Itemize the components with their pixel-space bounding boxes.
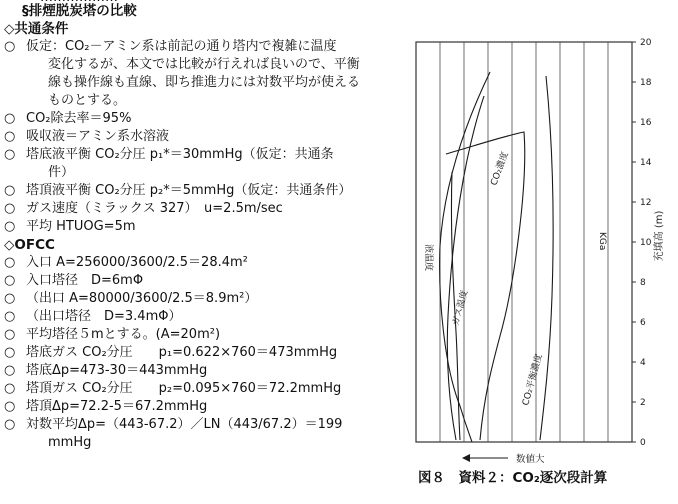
- ofcc-item: [4, 416, 342, 434]
- common-item-text: 塔頂液平衡 CO₂分圧 p₂*＝5mmHg（仮定：共通条件）: [26, 183, 352, 198]
- bullet-circle: ○: [4, 363, 16, 378]
- ofcc-item: [4, 362, 207, 380]
- ofcc-item: [4, 380, 341, 398]
- ofcc-heading: ◇OFCC: [4, 237, 55, 253]
- common-item: [4, 110, 131, 128]
- bullet-circle: ○: [4, 327, 16, 342]
- bullet-circle: ○: [4, 399, 16, 414]
- figure-bottom-arrow: [462, 453, 545, 465]
- ofcc-item-continuation: mmHg: [48, 435, 92, 450]
- common-item: [4, 38, 337, 56]
- axis-tick-label: 12: [640, 198, 652, 208]
- ofcc-item: [4, 344, 337, 362]
- ofcc-item-text: 塔底Δp=473-30＝443mmHg: [26, 363, 208, 378]
- common-item: [4, 128, 169, 146]
- ofcc-item: [4, 290, 257, 308]
- bullet-circle: ○: [4, 255, 16, 270]
- common-item-continuation: 変化するが、本文では比較が行えれば良いので、平衡: [48, 57, 360, 72]
- common-item: [4, 146, 334, 164]
- ofcc-item: [4, 308, 181, 326]
- label-liquid-temp: 液温度: [423, 244, 433, 272]
- common-item-text: 吸収液＝アミン系水溶液: [26, 129, 170, 144]
- bullet-circle: ○: [4, 129, 16, 144]
- curve-kga: [540, 76, 553, 440]
- axis-tick-label: 0: [640, 438, 646, 448]
- bullet-circle: ○: [4, 345, 16, 360]
- common-item-text: 塔底液平衡 CO₂分圧 p₁*＝30mmHg（仮定：共通条: [26, 147, 334, 162]
- ofcc-item-text: 塔頂ガス CO₂分圧 p₂=0.095×760＝72.2mmHg: [26, 381, 342, 396]
- right-axis-label: 充填高 (m): [654, 210, 665, 262]
- ofcc-item-text: 塔底ガス CO₂分圧 p₁=0.622×760＝473mmHg: [26, 345, 338, 360]
- axis-tick-label: 16: [640, 118, 652, 128]
- bullet-circle: ○: [4, 381, 16, 396]
- bullet-circle: ○: [4, 183, 16, 198]
- common-item-continuation: 線も操作線も直線、即ち推進力には対数平均が使える: [48, 75, 361, 90]
- bullet-circle: ○: [4, 219, 16, 234]
- label-gas-temp: ガス温度: [451, 289, 471, 327]
- figure-right-axis: [632, 38, 652, 448]
- ofcc-item: [4, 254, 248, 272]
- common-conditions-heading: ◇共通条件: [4, 21, 69, 37]
- axis-tick-label: 10: [640, 238, 652, 248]
- label-kga: KGa: [597, 232, 607, 251]
- common-item-text: ガス速度（ミラックス 327） u=2.5m/sec: [26, 201, 283, 216]
- axis-tick-label: 2: [640, 398, 646, 408]
- axis-tick-label: 6: [640, 318, 646, 328]
- axis-tick-label: 8: [640, 278, 646, 288]
- common-item: [4, 182, 351, 200]
- common-item-text: 仮定：CO₂－アミン系は前記の通り塔内で複雑に温度: [26, 39, 337, 54]
- axis-tick-label: 20: [640, 38, 652, 48]
- ofcc-item-text: 対数平均Δp=（443-67.2）／LN（443/67.2）＝199: [26, 417, 343, 432]
- ofcc-item-text: 入口 A=256000/3600/2.5＝28.4m²: [26, 255, 248, 270]
- bullet-circle: ○: [4, 147, 16, 162]
- bullet-circle: ○: [4, 417, 16, 432]
- ofcc-item-text: （出口塔径 D=3.4mΦ）: [26, 309, 182, 324]
- bullet-circle: ○: [4, 111, 16, 126]
- common-item-text: 平均 HTUOG=5m: [26, 219, 136, 234]
- ofcc-item-text: 入口塔径 D=6mΦ: [26, 273, 144, 288]
- common-item-continuation: ものとする。: [48, 93, 127, 108]
- ofcc-item-text: 塔頂Δp=72.2-5＝67.2mmHg: [26, 399, 208, 414]
- label-co2-conc: CO₂濃度: [489, 150, 511, 188]
- label-co2-eq-conc: CO₂平衡濃度: [521, 353, 545, 407]
- ofcc-item: [4, 326, 220, 344]
- common-item: [4, 200, 283, 218]
- figure-caption: 図８ 資料２：CO₂逐次段計算: [418, 470, 608, 486]
- axis-tick-label: 18: [640, 78, 652, 88]
- curve-liquid-temp: [440, 72, 490, 442]
- bottom-label: 数値大: [516, 454, 545, 465]
- common-item-continuation: 件）: [48, 165, 75, 180]
- bullet-circle: ○: [4, 39, 16, 54]
- ofcc-item-text: （出口 A=80000/3600/2.5＝8.9m²）: [26, 291, 258, 306]
- figure-co2-stage-calc: [404, 36, 678, 504]
- bullet-circle: ○: [4, 201, 16, 216]
- common-item-text: CO₂除去率＝95%: [26, 111, 132, 126]
- bullet-circle: ○: [4, 309, 16, 324]
- ofcc-item: [4, 398, 207, 416]
- ofcc-item: [4, 272, 143, 290]
- axis-tick-label: 4: [640, 358, 646, 368]
- axis-tick-label: 14: [640, 158, 652, 168]
- ofcc-item-text: 平均塔径５mとする。(A=20m²): [26, 327, 221, 342]
- bullet-circle: ○: [4, 291, 16, 306]
- common-item: [4, 218, 136, 236]
- bullet-circle: ○: [4, 273, 16, 288]
- section-title: §排煙脱炭塔の比較: [22, 3, 137, 19]
